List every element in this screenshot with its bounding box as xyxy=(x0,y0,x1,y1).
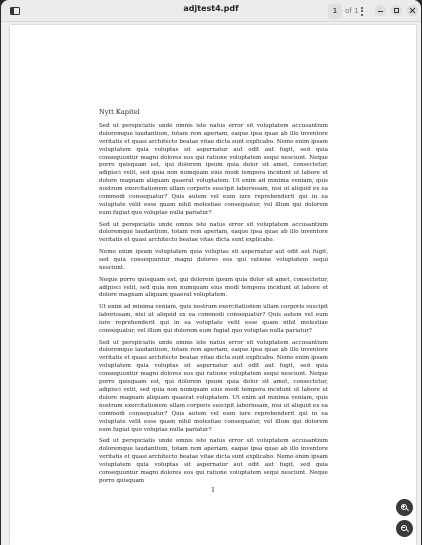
paragraph: Ut enim ad minima veniam, quis nostrum exercitationem ullam corporis suscipit laboriosam, nisi ut aliquid ex ea commodi consequatur? Quis autem vel eum iure reprehenderit qui in ea voluptate velit esse quam nihil molestiae consequatur, vel illum qui dolorem eum fugiat quo voluptas nulla pariatur? xyxy=(99,304,328,334)
chapter-title: Nytt Kapitel xyxy=(99,108,140,116)
maximize-button[interactable] xyxy=(391,5,402,16)
pdf-page xyxy=(10,25,416,545)
maximize-icon xyxy=(394,8,399,13)
paragraph: Nemo enim ipsam voluptatem quia voluptas sit aspernatur aut odit aut fugit, sed quia consequuntur magni dolores eos qui ratione voluptatem sequi nesciunt. xyxy=(99,249,328,271)
page-count-label: of 1 xyxy=(345,7,359,15)
zoom-out-button[interactable] xyxy=(396,520,413,537)
zoom-out-icon xyxy=(401,525,409,533)
minimize-button[interactable] xyxy=(375,5,386,16)
current-page-input[interactable]: 1 xyxy=(328,4,342,19)
paragraph: Sed ut perspiciatis unde omnis iste natus error sit voluptatem accusantium doloremque laudantium, totam rem aperiam, eaque ipsa quae ab illo inventore veritatis et quasi architecto beatae vitae dicta sunt explicabo. Nemo enim ipsam voluptatem quia voluptas sit aspernatur aut odit aut fugit, sed quia consequuntur magni dolores eos qui ratione voluptatem sequi nesciunt. Neque porro quisquam est, qui dolorem ipsum quia dolor sit amet, consectetur, adipisci velit, sed quia non numquam eius modi tempora incidunt ut labore et dolore magnam aliquam quaerat voluptatem. Ut enim ad minima veniam, quis nostrum exercitationem ullam corporis suscipit laboriosam, nisi ut aliquid ex ea commodi consequatur? Quis autem vel eum iure reprehenderit qui in ea voluptate velit esse quam nihil molestiae consequatur, vel illum qui dolorem eum fugiat quo voluptas nulla pariatur? xyxy=(99,122,328,216)
kebab-menu-icon xyxy=(361,7,363,9)
minimize-icon xyxy=(378,11,383,12)
paragraph: Sed ut perspiciatis unde omnis iste natus error sit voluptatem accusantium doloremque laudantium, totam rem aperiam, eaque ipsa quae ab illo inventore veritatis et quasi architecto beatae vitae dicta sunt explicabo. Nemo enim ipsam voluptatem quia voluptas sit aspernatur aut odit aut fugit, sed quia consequuntur magni dolores eos qui ratione voluptatem sequi nesciunt. Neque porro quisquam est, qui dolorem ipsum quia dolor sit amet, consectetur, adipisci velit, sed quia non numquam eius modi tempora incidunt ut labore et dolore magnam aliquam quaerat voluptatem. Ut enim ad minima veniam, quis nostrum exercitationem ullam corporis suscipit laboriosam, nisi ut aliquid ex ea commodi consequatur? Quis autem vel eum iure reprehenderit qui in ea voluptate velit esse quam nihil molestiae consequatur, vel illum qui dolorem eum fugiat quo voluptas nulla pariatur? xyxy=(99,339,328,433)
zoom-in-button[interactable] xyxy=(396,499,413,516)
paragraph: Sed ut perspiciatis unde omnis iste natus error sit voluptatem accusantium doloremque laudantium, totam rem aperiam, eaque ipsa quae ab illo inventore veritatis et quasi architecto beatae vitae dicta sunt explicabo. Nemo enim ipsam voluptatem quia voluptas sit aspernatur aut odit aut fugit, sed quia consequuntur magni dolores eos qui ratione voluptatem sequi nesciunt. Neque porro quisquam xyxy=(99,438,328,484)
title-bar xyxy=(1,0,421,22)
close-button[interactable] xyxy=(407,5,418,16)
paragraph: Neque porro quisquam est, qui dolorem ipsum quia dolor sit amet, consectetur, adipisci velit, sed quia non numquam eius modi tempora incidunt ut labore et dolore magnam aliquam quaerat voluptatem. xyxy=(99,276,328,299)
page-navigation xyxy=(328,3,358,19)
close-icon xyxy=(410,8,416,14)
page-content xyxy=(99,109,328,489)
paragraph: Sed ut perspiciatis unde omnis iste natus error sit voluptatem accusantium doloremque laudantium, totam rem aperiam, eaque ipsa quae ab illo inventore veritatis et quasi architecto beatae vitae dicta sunt explicabo. xyxy=(99,221,328,244)
page-number: 1 xyxy=(210,486,216,494)
document-viewport[interactable] xyxy=(1,22,421,545)
main-menu-button[interactable] xyxy=(358,4,366,18)
document-title: adjtest4.pdf xyxy=(183,4,239,13)
pdf-viewer-window xyxy=(1,0,421,545)
zoom-in-icon xyxy=(401,504,409,512)
